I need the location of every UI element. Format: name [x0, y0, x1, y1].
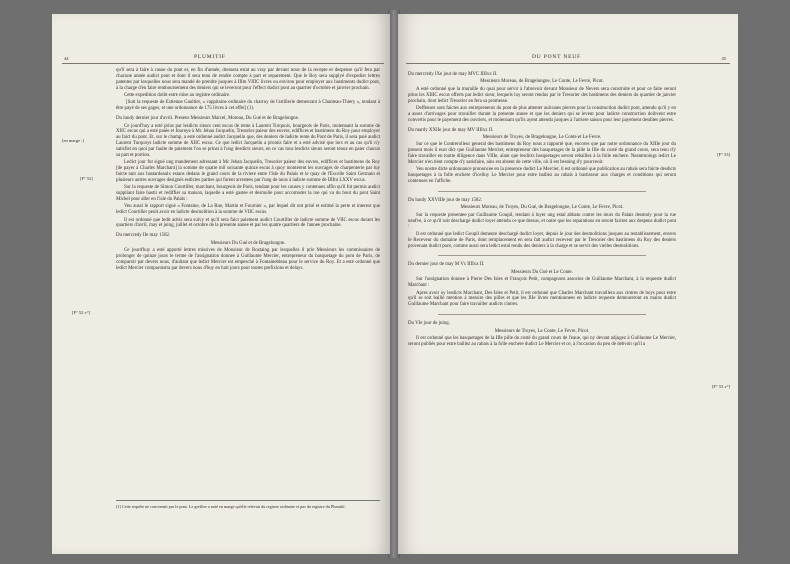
right-margin-note-2: [F° 53 v°]	[711, 384, 730, 389]
paragraph: qu'il sera à faire à cause du pont et, en fin d'année, dressera estat au vray par devant nous de la recepte et despense qu'il fera par chacune année audict pont et dont il sera tenu de rendre compte à part et separement. Que le Roy sera supplyé d'expedier lettres patentes par lesquelles nous sera mandé de prendre jusques à IIIm VIIIC livres ou environ pour employer aux bastiments dudict pont, à la charge d'en faire remboursement des deniers qui se leveront pour l'effect dudict pont au quartier d'octobre et janvier prochain.	[116, 68, 380, 91]
left-margin-note-2: [F° 52]	[80, 176, 93, 181]
paragraph: Cette expedition doibt estre mise au registre ordinaire.	[124, 92, 231, 98]
paragraph: Deffenses sont faictes aux entrepreneurs du pont de plus attenter aulcunes pierres pour la construction dudict pont, attendu qu'il y en a assez d'arrivages pour travailler durant la presente annee et que les deniers qui se levent pour ladicte construction doibvent estre convertis pour le payement des ouvriers, et moiennant qu'ils ayent attendu jusques à l'arriere saison pour leur payement desdites pierres.	[408, 106, 676, 123]
left-margin-note-3: [F° 52 v°]	[72, 310, 91, 315]
right-page	[398, 14, 738, 554]
paragraph: Ce jourd'huy a esté prins par lesdicts sieurs cent escus de rente à Laurent Turquois, bourgeois de Paris, moiennant la somme de XIIC escus qui a esté paiée et fournye à Mc Jehan Jacquelin, Tresorier paieur des euvres, ediffices et bastimens du Roy pour employer au faict du pont. Et, sur le champ, a esté ordonné audict Jacquelin que, des deniers de ladicte rente du Pont de Paris, il sera paié audict Laurent Turquoys ladicte somme de XIIC escus. Ce que ledict Jacquelin a promis faire et a esté advisé que lors et au cas qu'il n'y satisfist en quoi par faulte de paiement l'on se prinst à l'ung desdicts sieurs, en ce cas tous lesdicts sieurs seront tenuz en paier chacun sa part et portion.	[116, 123, 380, 158]
paragraph: Il est ordonné que ledit advis sera suivy et qu'il sera faict paiement audict Courtiller de ladicte somme de VIIC escus durant les quartiers d'avril, may et juing, juillet et octobre de la presente annee et par les quatre quartiers de l'annee prochaine.	[116, 217, 380, 229]
paragraph: Messieurs Moreau, de Bragelongne, Le Conte, Le Fevre, Picot.	[480, 79, 604, 85]
paragraph: Apres avoir oy lesdicts Marchant, Des Isles et Petit, il est ordonné que Charles Marchant travaillera aux cintres de boys pour estre qu'il se soit baillé mention à messire des pilles et que les IIIe livres mentionnees en ladicte requeste demeureront en mains dudict Guillaume Marchant pour faire travailler audicts cintres.	[408, 290, 676, 308]
right-page-number: 45	[721, 56, 726, 61]
paragraph: Il est ordonné que ledict Goupil demeure deschargé dudict loyer, depuis le jour des desmolitions jusques au restablissement, envers le Receveur du domaine de Paris, dont remplacement en sera fait audict receveur par le Tresorier des bastimens du Roy des deniers provenant dudict pont, comme aussi sera ledict estal rendu des deniers à la charge et se servir des vielles desmolitions.	[408, 231, 676, 249]
paragraph: Ledict jour fut signé ung mandement adressant à Mc Jehan Jacquelin, Tresorier paieur des euvres, ediffices et bastimens du Roy [de payer à Charles Marchant] la somme de quatre mil soixante quinze escus à quoy monterent les ouvrages de charpenterie par luy faicte tant aux bastardeaulx estans dedans le grand cours de la riviere entre l'Isle du Palais et le quay de l'Escolle Saint Germain et plusieurs autres ouvrages designés esdictes parties qui furent arrestees par l'ung de nous à ladicte somme de IIIIm LXXV escus.	[116, 160, 380, 183]
paragraph: Il est ordonné que les basquetages de la IIIe pille du costé du grand cours de l'eaue, qui ny devant adjugez à Guillaume Le Mercier, seront publiés pour estre baillez au rabais à la folle enchere dudict Le Mercier et ce, à l'occasion du peu de debvoir qu'il a	[408, 336, 676, 347]
right-header-rule	[406, 63, 730, 64]
paragraph: Du mercredy IXe jour de may MVC IIIIxx II.	[408, 72, 498, 77]
left-footnote: (1) Cette requête ne concernait pas le pont. Le greffier a noté en marge qu'elle relevait du registre ordinaire et pas du registre du Plumitif.	[116, 500, 380, 509]
paragraph: Messieurs de Troyes, Le Conte, Le Fevre, Picot.	[494, 328, 590, 334]
paragraph: Du dernier jour de may M Vc IIIIxx II.	[408, 262, 485, 268]
section-divider	[438, 255, 646, 256]
left-margin-note-1: [en marge :]	[62, 138, 84, 143]
paragraph: [Suit la requeste de Estienne Gaultier, « cappitaine ordinaire du charroy de l'artillerie demeurant à Chanteau-Thiery », tendant à être payé de ses gages, et une ordonnance de 175 livres à cet effet] (1).	[116, 100, 380, 112]
paragraph: Du mercredy IIe may 1582.	[116, 233, 171, 239]
paragraph: Sur ce que le Contrerolleur general des bastimens du Roy nous a rapporté que, encores que par notre ordonnance du XIIIe jour du present mois il eust dict que Guillaume Mercier, entrepreneur des basquetages de la pille la IIIe du costé du grand cours, sera tenu d'y faire travailler en toutte diligence dans VIIIe, aïant que lesdicts basquetages seront rebaillez à la folle enchere. Neantmoings ledict Le Mercier n'en tient compte d'y satisfaire, ains est absent de cette ville, où il est besoing d'y pourveoir.	[408, 142, 676, 165]
left-running-head: PLUMITIF	[194, 54, 226, 60]
left-header-rule	[62, 63, 384, 64]
right-margin-note-1: [F° 53]	[717, 152, 730, 157]
right-body-text	[408, 68, 676, 349]
section-divider	[438, 191, 646, 192]
paragraph: Sur la requeste presentee par Guillaume Goupil, tendant à luyer ung estal abbatu contre les murs du Palais desmoly pour la rue neufve, à ce qu'il soit deschargé dudict loyer attendu ce que dessus, et outre que les reparations en seront faictes aux despens dudict pont :	[408, 212, 676, 230]
left-page-number: 44	[64, 56, 69, 61]
paragraph: Veu aussi le rapport signé « Fontaine, de La Rue, Martin et Fournier », par lequel dit ont prisé et estimé la perte et interest que ledict Courtiller peult avoir en ladicte desmolition à la somme de VIIC escus.	[116, 204, 380, 216]
paragraph: Veu nostre dicte ordonnance prononcee en la presence dudict Le Mercier, il est ordonné que publication au rabais sera faicte desdicts basquetages à la folle enchere d'icelluy Le Mercier pour estre baillez au rabais à bastisseur aux charges et conditions qui seront contenues en l'affiche.	[408, 167, 676, 185]
left-page	[52, 14, 390, 554]
left-body-text	[116, 68, 380, 273]
paragraph: Sur l'assignation donnee à Pierre Des Isles et François Petit, compagnons associez de Guillaume Marchant, à la requeste dudict Marchant :	[408, 277, 676, 289]
paragraph: Du lundy dernier jour d'avril. Presens Messieurs Marcel, Moreau, Du Gué et de Bragelongne.	[116, 116, 300, 122]
paragraph: Du lundy XXVIIIe jour de may 1582.	[408, 197, 483, 203]
paragraph: A esté ordonné que la muraille du quai pour servir à l'abrevoir devant Monsieur de Nevers sera construite et pour ce faire seront prins les XIIIC escus offerts par ledict sieur, lesquels luy seront rendus par le Tresorier des bastimens des deniers du quartier de janvier prochain, dont ledict Tresorier en fera sa promesse.	[408, 86, 676, 104]
paragraph: Messieurs Moreau, de Troyes, Du Gué, de Bragelongne, Le Conte, Le Fevre, Picot.	[460, 205, 624, 211]
paragraph: Ce jourd'huy a esté apporté lettres missives de Monsieur de Rostaing par lesquelles il prie Messieurs les commissaires de prolonger de quinze jours le terme de l'assignation donnee à Guillaume Mercier, entrepreneur du basquetage du pont de Paris, de comparoir par devers nous, d'aultant que ledict Mercier est empesché à Fontainebleau pour le service du Roy. Et a esté ordonné que ledict Mercier comparoistra par devers nous d'huy en huit jours pour toutes prefixions et delays.	[116, 248, 380, 271]
section-divider	[438, 314, 646, 315]
right-running-head: DU PONT NEUF	[532, 54, 581, 60]
paragraph: Messieurs Du Gué et de Bragelongne.	[210, 240, 286, 246]
paragraph: Messieurs de Troyes, de Bragelongne, Le Conte et Le Fevre.	[482, 134, 602, 140]
paragraph: Messieurs Du Gué et Le Conte.	[511, 269, 573, 275]
paragraph: Du VIe jour de juing.	[408, 321, 450, 327]
paragraph: Sur la requeste de Simon Courtiller, marchant, bourgeois de Paris, tendant pour les causes y contenues affin qu'il fut permis audict suppliant faire bastir et rediffier sa maison, laquelle a esté gastee et desmolie pour accomoder la rue qui va du bout du pont Saint Michel pour aller en l'isle du Palais :	[116, 185, 380, 202]
paragraph: Du mardy XXIIe jour de may MV IIIIxx II.	[408, 127, 494, 133]
